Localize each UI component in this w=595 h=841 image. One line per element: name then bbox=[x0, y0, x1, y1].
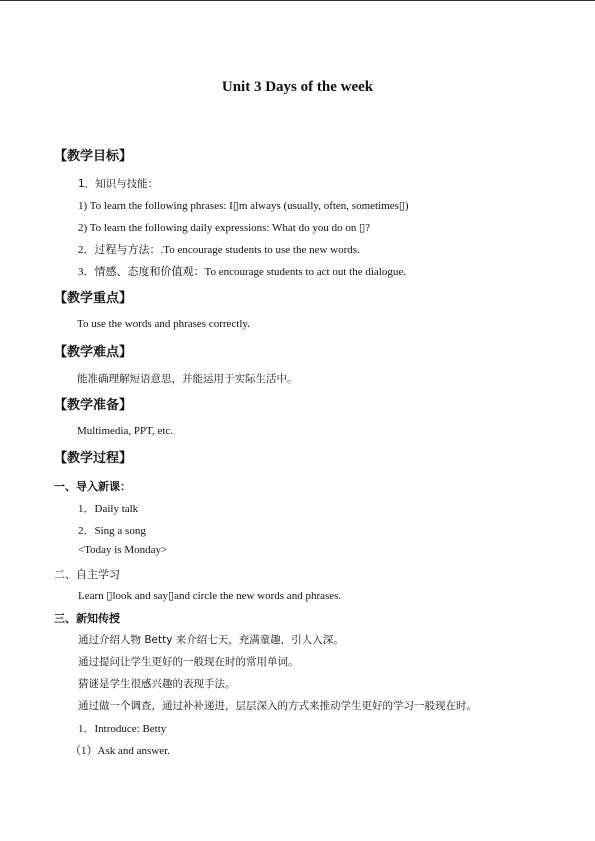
section-heading-difficulties: 【教学难点】 bbox=[54, 345, 133, 360]
objective-line: 3．情感、态度和价值观：To encourage students to act out the dialogue. bbox=[78, 266, 406, 278]
key-points-text: To use the words and phrases correctly. bbox=[77, 318, 250, 330]
section-heading-objectives: 【教学目标】 bbox=[54, 149, 133, 164]
objective-line: 1) To learn the following phrases: I▯m always (usually, often, sometimes▯) bbox=[78, 200, 409, 212]
process-part2-heading: 二、自主学习 bbox=[54, 568, 120, 581]
document-title: Unit 3 Days of the week bbox=[221, 79, 374, 95]
preparation-text: Multimedia, PPT, etc. bbox=[77, 425, 174, 437]
section-heading-key-points: 【教学重点】 bbox=[54, 291, 133, 306]
objective-line: 2) To learn the following daily expressions: What do you do on ▯? bbox=[78, 222, 371, 234]
section-heading-preparation: 【教学准备】 bbox=[54, 398, 133, 413]
process-line: 通过提问让学生更好的一般现在时的常用单词。 bbox=[78, 656, 299, 668]
header-rule bbox=[0, 0, 595, 1]
section-heading-process: 【教学过程】 bbox=[54, 451, 133, 466]
process-line: 1．Daily talk bbox=[78, 503, 139, 515]
process-line: 猜谜是学生很感兴趣的表现手法。 bbox=[78, 678, 236, 690]
objective-line: 1．知识与技能： bbox=[78, 178, 159, 190]
difficulties-text: 能准确理解短语意思，并能运用于实际生活中。 bbox=[77, 373, 298, 385]
process-part3-heading: 三、新知传授 bbox=[54, 612, 120, 625]
process-line: 通过做一个调查，通过补补递进，层层深入的方式来推动学生更好的学习一般现在时。 bbox=[78, 700, 477, 712]
process-line: 通过介绍人物 Betty 来介绍七天，充满童趣，引人入深。 bbox=[78, 634, 344, 646]
process-line: 1．Introduce: Betty bbox=[78, 723, 167, 735]
process-line: （1）Ask and answer. bbox=[70, 745, 170, 757]
process-line: Learn ▯look and say▯and circle the new words and phrases. bbox=[78, 590, 342, 602]
process-line: <Today is Monday> bbox=[78, 544, 168, 556]
process-part1-heading: 一、导入新课： bbox=[54, 480, 131, 493]
objective-line: 2．过程与方法：.To encourage students to use the new words. bbox=[78, 244, 360, 256]
process-line: 2．Sing a song bbox=[78, 525, 146, 537]
